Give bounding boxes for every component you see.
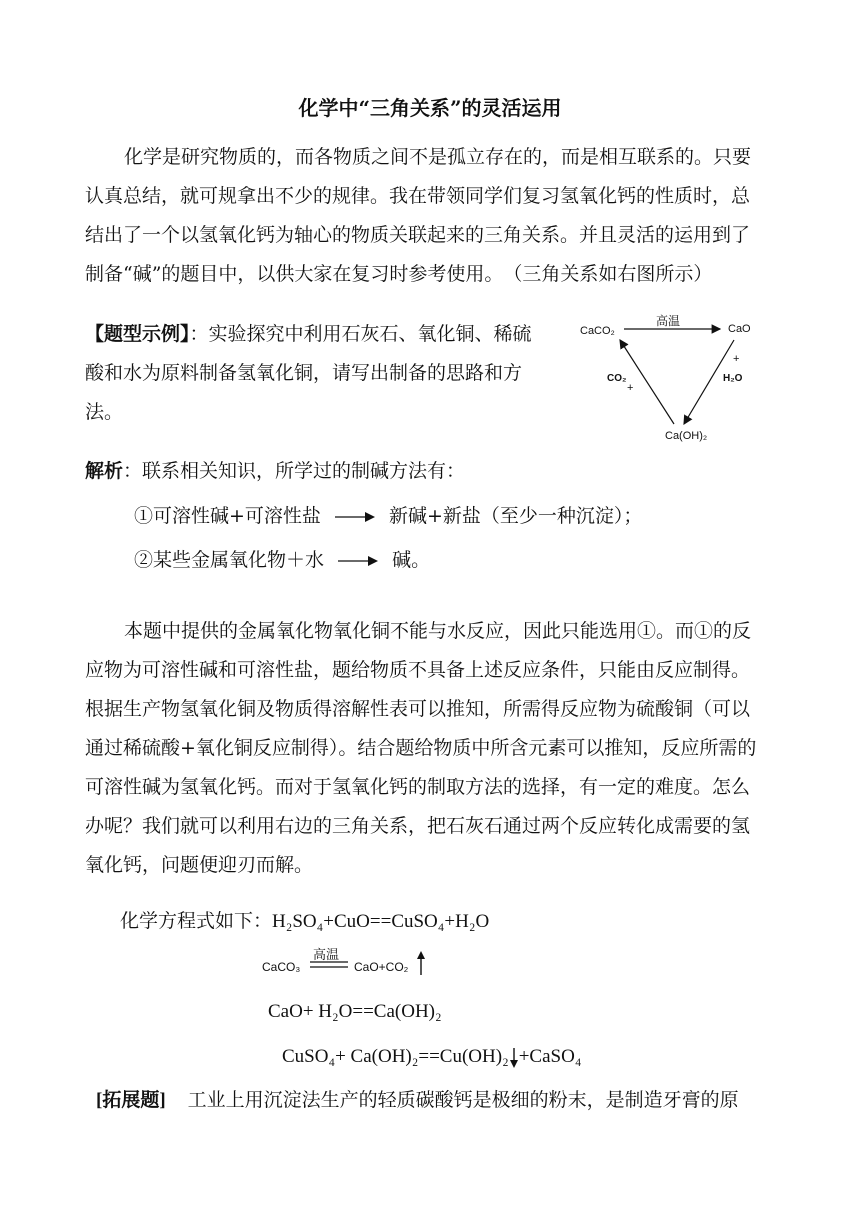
method-1 xyxy=(134,497,642,536)
body-line-6: 办呢？我们就可以利用右边的三角关系，把石灰石通过两个反应转化成需要的氢 xyxy=(85,815,751,837)
body-line-4: 通过稀硫酸+氧化铜反应制得）。结合题给物质中所含元素可以推知，反应所需的 xyxy=(85,737,757,759)
intro-line-1: 化学是研究物质的，而各物质之间不是孤立存在的，而是相互联系的。只要 xyxy=(124,146,752,168)
example-label: 【题型示例】 xyxy=(85,323,190,345)
h2o-plus: + xyxy=(733,353,740,365)
example-text-1: ：实验探究中利用石灰石、氧化铜、稀硫 xyxy=(189,323,532,345)
equation-3: CaO+ H₂O==Ca(OH)₂ xyxy=(268,1001,442,1022)
equation-1: H₂SO₄+CuO==CuSO₄+H₂O xyxy=(272,911,490,932)
gas-up-arrow-icon xyxy=(415,950,427,976)
extension-line xyxy=(96,1081,739,1120)
method-2 xyxy=(134,541,430,580)
eq2-condition: 高温 xyxy=(313,947,340,962)
analysis-line xyxy=(85,452,465,491)
method-2-arrow xyxy=(336,555,380,567)
intro-line-3: 结出了一个以氢氧化钙为轴心的物质关联起来的三角关系。并且灵活的运用到了 xyxy=(85,224,751,246)
precipitate-down-arrow-icon xyxy=(509,1047,519,1069)
eq2-double-line xyxy=(310,960,350,970)
cao-label: CaO xyxy=(728,323,751,335)
extension-text: 工业上用沉淀法生产的轻质碳酸钙是极细的粉末，是制造牙膏的原 xyxy=(187,1089,739,1111)
page-title: 化学中“三角关系”的灵活运用 xyxy=(298,96,562,120)
intro-line-4: 制备“碱”的题目中，以供大家在复习时参考使用。 （三角关系如右图所示） xyxy=(85,263,713,285)
method-2-left: ②某些金属氧化物＋水 xyxy=(134,549,325,571)
equation-intro-line xyxy=(120,902,489,941)
eq2-left: CaCO₃ xyxy=(262,960,301,974)
analysis-text: ：联系相关知识，所学过的制碱方法有： xyxy=(123,460,466,482)
equation-4 xyxy=(282,1046,581,1069)
method-1-left: ①可溶性碱+可溶性盐 xyxy=(134,505,321,527)
analysis-label: 解析 xyxy=(85,460,124,482)
example-line-1 xyxy=(85,315,532,354)
caco3-label: CaCO₂ xyxy=(580,325,615,337)
triangle-diagram xyxy=(578,306,764,444)
body-line-1: 本题中提供的金属氧化物氧化铜不能与水反应，因此只能选用①。而①的反 xyxy=(124,620,752,642)
equation-intro: 化学方程式如下： xyxy=(120,910,273,932)
method-2-right: 碱。 xyxy=(392,549,431,571)
body-line-2: 应物为可溶性碱和可溶性盐，题给物质不具备上述反应条件，只能由反应制得。 xyxy=(85,659,751,681)
co2-plus: + xyxy=(627,382,634,394)
high-temp-label: 高温 xyxy=(656,314,681,328)
body-line-5: 可溶性碱为氢氧化钙。而对于氢氧化钙的制取方法的选择，有一定的难度。怎么 xyxy=(85,776,751,798)
eq2-right: CaO+CO₂ xyxy=(354,960,409,974)
body-line-7: 氧化钙，问题便迎刃而解。 xyxy=(85,854,314,876)
equation-2 xyxy=(262,944,442,984)
example-line-3: 法。 xyxy=(85,401,124,423)
caoh2-label: Ca(OH)₂ xyxy=(665,430,708,442)
h2o-label: H₂O xyxy=(723,373,743,384)
co2-label: CO₂ xyxy=(607,373,627,384)
eq4-left: CuSO₄+ Ca(OH)₂==Cu(OH)₂ xyxy=(282,1046,509,1067)
example-line-2: 酸和水为原料制备氢氧化铜，请写出制备的思路和方 xyxy=(85,362,523,384)
method-1-arrow xyxy=(333,511,377,523)
eq4-right: +CaSO₄ xyxy=(518,1046,582,1067)
intro-line-2: 认真总结，就可规拿出不少的规律。我在带领同学们复习氢氧化钙的性质时，总 xyxy=(85,185,751,207)
method-1-right: 新碱+新盐（至少一种沉淀）； xyxy=(389,505,643,527)
extension-label: [拓展题] xyxy=(96,1090,166,1111)
body-line-3: 根据生产物氢氧化铜及物质得溶解性表可以推知，所需得反应物为硫酸铜（可以 xyxy=(85,698,751,720)
